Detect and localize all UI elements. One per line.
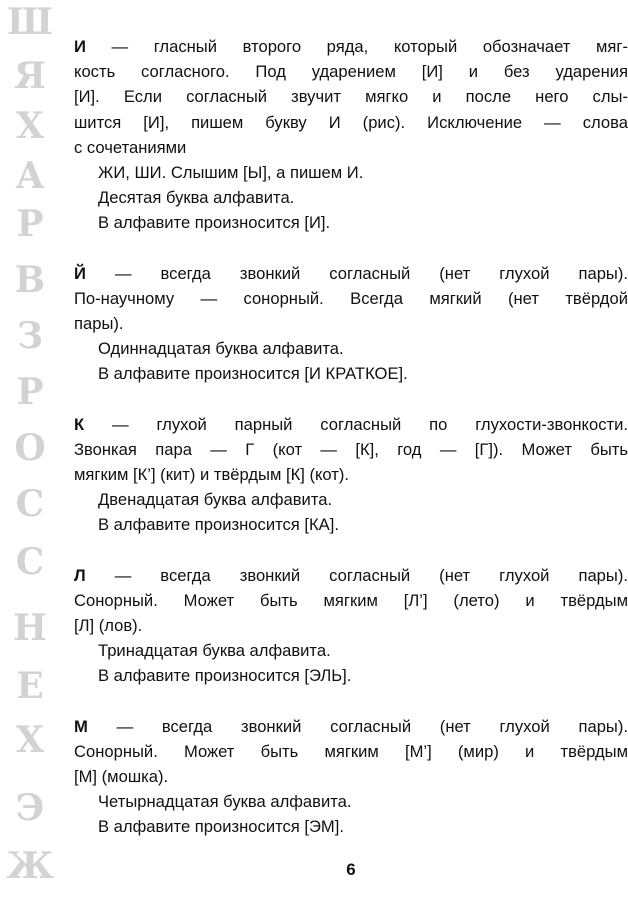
margin-letter: Р: [16, 371, 44, 413]
description-line: Й — всегда звонкий согласный (нет глухой пары).: [74, 263, 628, 283]
letter-block-i-kratkoe: [74, 261, 628, 387]
description-line: И — гласный второго ряда, который обозначает мяг-: [74, 37, 628, 56]
letter-heading: Л: [74, 565, 86, 585]
letter-block-i: [74, 34, 628, 236]
letter-heading: К: [74, 414, 85, 434]
description-line: М — всегда звонкий согласный (нет глухой пары).: [74, 716, 628, 736]
description-line: Сонорный. Может быть мягким [Л’] (лето) и твёрдым: [74, 590, 628, 610]
description-line: [И]. Если согласный звучит мягко и после него слы-: [74, 87, 628, 107]
alphabet-ordinal: Четырнадцатая буква алфавита.: [98, 792, 352, 812]
margin-letter: С: [15, 483, 45, 525]
margin-letter: Х: [16, 719, 44, 761]
letter-block-l: [74, 563, 628, 689]
description-line: пары).: [74, 314, 124, 334]
margin-letter: Э: [15, 787, 45, 829]
page-number: 6: [346, 860, 356, 879]
description-line: К — глухой парный согласный по глухости-звонкости.: [74, 414, 628, 434]
description-line: Звонкая пара — Г (кот — [К], год — [Г]). Может быть: [74, 439, 628, 459]
alphabet-pronunciation: В алфавите произносится [И КРАТКОЕ].: [98, 364, 408, 384]
letter-block-k: [74, 412, 628, 538]
alphabet-pronunciation: В алфавите произносится [ЭМ].: [98, 817, 344, 837]
description-line: мягким [К’] (кит) и твёрдым [К] (кот).: [74, 465, 350, 485]
margin-letter: Я: [14, 55, 46, 97]
letter-descriptions: [74, 34, 628, 865]
letter-heading: И: [74, 37, 86, 56]
alphabet-pronunciation: В алфавите произносится [ЭЛЬ].: [98, 666, 352, 686]
decorative-alphabet-margin: [0, 0, 66, 900]
description-line: Сонорный. Может быть мягким [М’] (мир) и твёрдым: [74, 741, 628, 761]
alphabet-pronunciation: В алфавите произносится [КА].: [98, 515, 339, 535]
description-line: шится [И], пишем букву И (рис). Исключение — слова: [74, 112, 628, 132]
alphabet-ordinal: Двенадцатая буква алфавита.: [98, 490, 333, 510]
letter-heading: Й: [74, 263, 86, 283]
margin-letter: Р: [16, 203, 44, 245]
description-line: ЖИ, ШИ. Слышим [Ы], а пишем И.: [98, 163, 364, 183]
letter-block-m: [74, 714, 628, 840]
description-line: Л — всегда звонкий согласный (нет глухой пары).: [74, 565, 628, 585]
description-line: кость согласного. Под ударением [И] и без ударения: [74, 62, 628, 82]
margin-letter: А: [15, 155, 45, 197]
margin-letter: Е: [16, 665, 44, 707]
description-line: [М] (мошка).: [74, 767, 169, 787]
margin-letter: С: [15, 541, 45, 583]
description-line: [Л] (лов).: [74, 616, 143, 636]
alphabet-ordinal: Десятая буква алфавита.: [98, 188, 295, 208]
margin-letter: В: [14, 259, 46, 301]
description-line: По-научному — сонорный. Всегда мягкий (нет твёрдой: [74, 288, 628, 308]
description-line: с сочетаниями: [74, 137, 187, 157]
margin-letter: Н: [12, 607, 47, 649]
letter-heading: М: [74, 716, 88, 736]
margin-letter: Ш: [7, 1, 53, 43]
alphabet-ordinal: Тринадцатая буква алфавита.: [98, 641, 331, 661]
margin-letter: Х: [16, 105, 44, 147]
alphabet-pronunciation: В алфавите произносится [И].: [98, 213, 331, 233]
margin-letter: Ж: [6, 845, 54, 887]
margin-letter: З: [17, 315, 43, 357]
margin-letter: О: [14, 427, 46, 469]
alphabet-ordinal: Одиннадцатая буква алфавита.: [98, 339, 344, 359]
